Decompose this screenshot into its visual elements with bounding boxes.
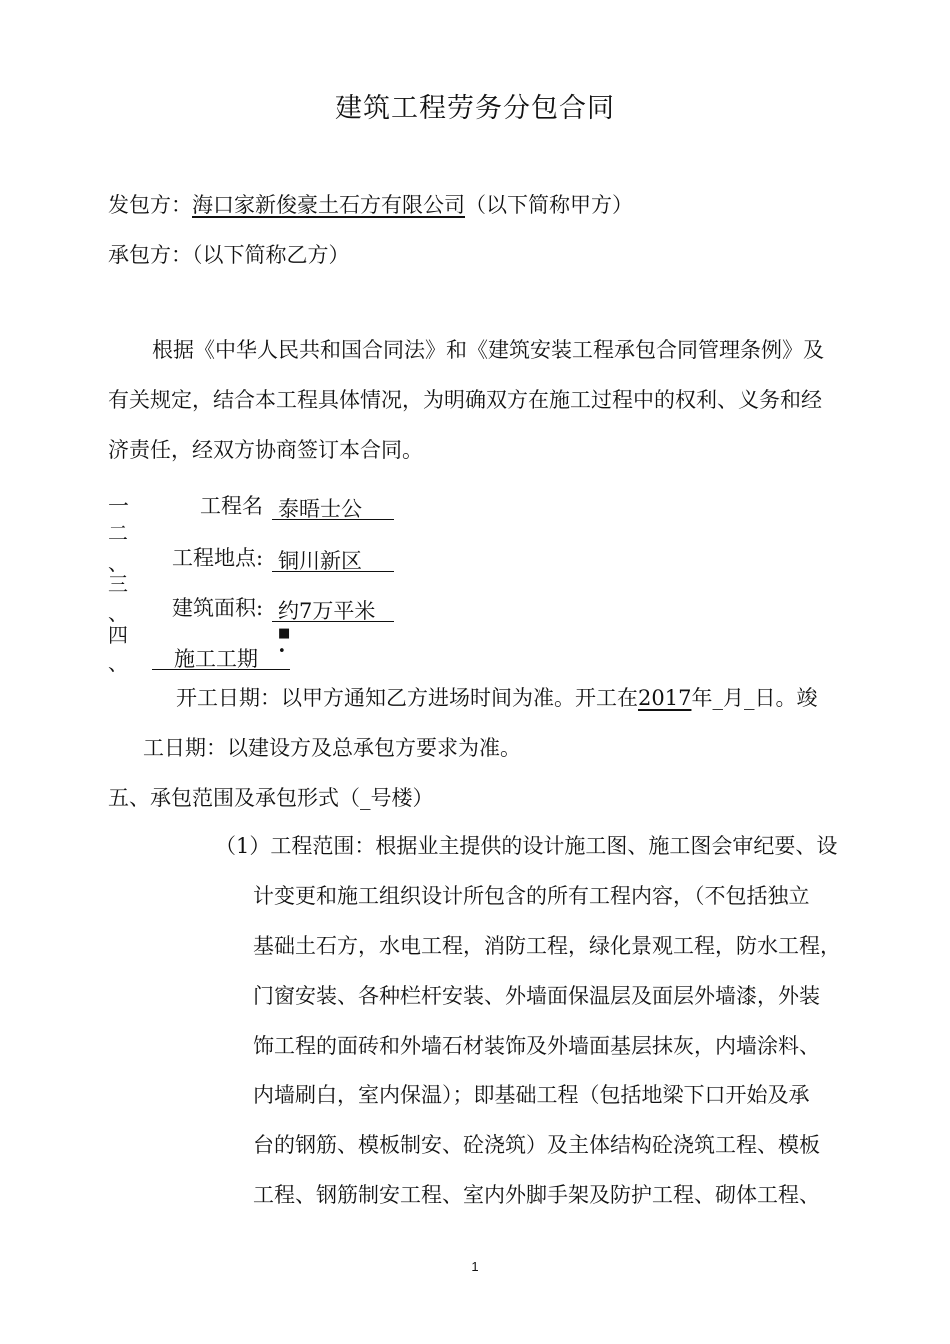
item4-number-comma: 、 xyxy=(108,651,128,675)
scope-line-first: （1）工程范围：根据业主提供的设计施工图、施工图会审纪要、设 xyxy=(215,834,838,858)
item3-number: 三 xyxy=(108,572,128,596)
employer-label: 发包方： xyxy=(108,193,192,217)
scope-line: 饰工程的面砖和外墙石材装饰及外墙面基层抹灰，内墙涂料、 xyxy=(253,1034,820,1058)
contractor-line xyxy=(108,241,350,269)
intro-line-1: 根据《中华人民共和国合同法》和《建筑安装工程承包合同管理条例》及 xyxy=(152,338,824,362)
scope-line: 基础土石方，水电工程，消防工程，绿化景观工程，防水工程， xyxy=(253,934,841,958)
item2-number: 二 xyxy=(108,521,128,545)
scope-line: 内墙刷白，室内保温）；即基础工程（包括地梁下口开始及承 xyxy=(253,1083,810,1107)
item4-number: 四 xyxy=(108,623,128,647)
item3-value: 约7万平米 xyxy=(272,597,394,622)
start-date-line xyxy=(176,684,817,712)
item4-square-mark: ■ xyxy=(278,626,291,641)
scope-line: 计变更和施工组织设计所包含的所有工程内容，（不包括独立 xyxy=(253,884,810,908)
item4-label: 施工工期 xyxy=(152,645,290,670)
start-date-suffix: 年_月_日。竣 xyxy=(691,686,818,710)
item1-number: 一 xyxy=(108,494,129,518)
intro-line-2: 有关规定，结合本工程具体情况，为明确双方在施工过程中的权利、义务和经 xyxy=(108,388,822,412)
employer-line xyxy=(108,191,633,219)
item1-field xyxy=(272,492,394,520)
page-number: 1 xyxy=(471,1259,479,1274)
item3-label: 建筑面积: xyxy=(172,596,264,620)
item2-number-comma: 、 xyxy=(108,551,128,575)
scope-line: 工程、钢筋制安工程、室内外脚手架及防护工程、砌体工程、 xyxy=(253,1183,820,1207)
start-date-prefix: 开工日期：以甲方通知乙方进场时间为准。开工在 xyxy=(176,686,638,710)
item2-value: 铜川新区 xyxy=(272,547,394,572)
scope-line: 台的钢筋、模板制安、砼浇筑）及主体结构砼浇筑工程、模板 xyxy=(253,1133,820,1157)
employer-suffix: （以下简称甲方） xyxy=(465,193,633,217)
start-year: 2017 xyxy=(638,686,692,710)
contractor-label: 承包方： xyxy=(108,243,192,267)
employer-name: 海口家新俊豪土石方有限公司 xyxy=(192,193,465,217)
item4-dot-mark: • xyxy=(278,644,286,659)
end-date-line: 工日期：以建设方及总承包方要求为准。 xyxy=(143,736,521,760)
item2-field xyxy=(272,544,394,572)
item4-field xyxy=(152,642,290,670)
contractor-suffix: （以下简称乙方） xyxy=(192,243,350,267)
section5-heading: 五、承包范围及承包形式（_号楼） xyxy=(108,786,434,810)
document-title: 建筑工程劳务分包合同 xyxy=(335,93,615,124)
item3-field xyxy=(272,594,394,622)
item1-label: 工程名 xyxy=(200,494,263,518)
item1-value: 泰晤士公 xyxy=(272,495,394,520)
item3-number-comma: 、 xyxy=(108,601,128,625)
intro-line-3: 济责任，经双方协商签订本合同。 xyxy=(108,438,423,462)
scope-line: 门窗安装、各种栏杆安装、外墙面保温层及面层外墙漆，外装 xyxy=(253,984,820,1008)
item2-label: 工程地点: xyxy=(172,546,264,570)
